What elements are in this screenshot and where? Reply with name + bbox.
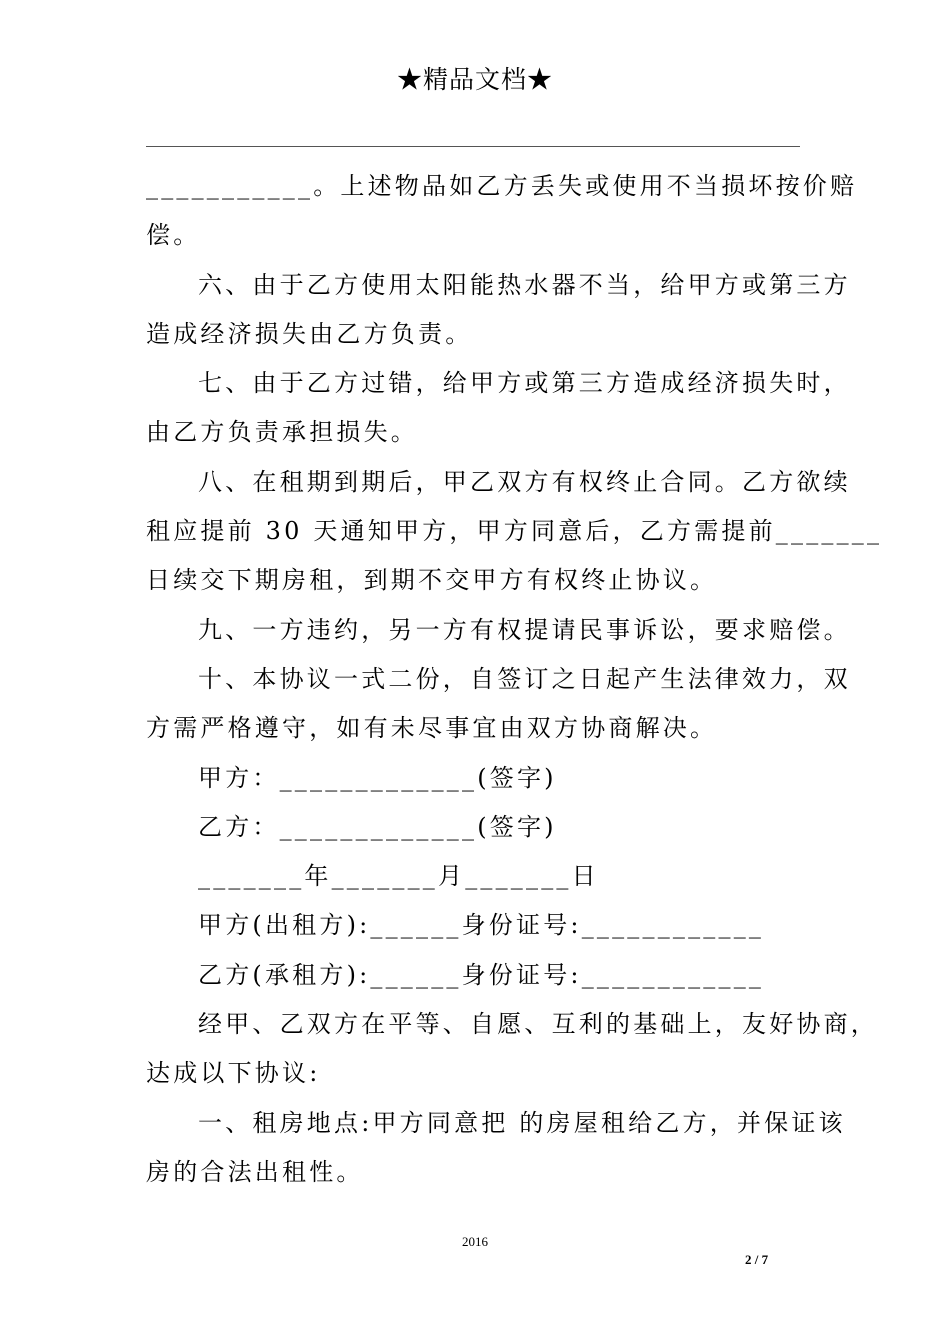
paragraph-line: 由乙方负责承担损失。 <box>146 418 418 447</box>
paragraph-line: 十、本协议一式二份，自签订之日起产生法律效力，双 <box>198 664 851 693</box>
paragraph-line: 房的合法出租性。 <box>146 1157 364 1186</box>
header-divider <box>146 146 800 147</box>
paragraph-line: 偿。 <box>146 221 201 250</box>
paragraph-line: 达成以下协议: <box>146 1059 321 1088</box>
paragraph-line: 租应提前 30 天通知甲方，甲方同意后，乙方需提前_______ <box>146 517 883 546</box>
paragraph-line: 造成经济损失由乙方负责。 <box>146 319 473 348</box>
page-number: 2 / 7 <box>745 1252 769 1267</box>
paragraph-line: ___________。上述物品如乙方丢失或使用不当损坏按价赔 <box>146 172 858 200</box>
paragraph-line: 七、由于乙方过错，给甲方或第三方造成经济损失时， <box>198 369 851 398</box>
signature-line-party-b: 乙方：_____________(签字) <box>198 812 557 841</box>
document-body <box>146 162 883 1197</box>
landlord-id-line: 甲方(出租方):______身份证号:____________ <box>198 911 765 940</box>
paragraph-line: 经甲、乙双方在平等、自愿、互利的基础上，友好协商， <box>198 1010 878 1039</box>
date-line: _______年_______月_______日 <box>198 862 599 891</box>
footer-year: 2016 <box>462 1234 488 1249</box>
paragraph-line: 八、在租期到期后，甲乙双方有权终止合同。乙方欲续 <box>198 467 851 496</box>
tenant-id-line: 乙方(承租方):______身份证号:____________ <box>198 960 765 989</box>
paragraph-line: 六、由于乙方使用太阳能热水器不当，给甲方或第三方 <box>198 270 851 299</box>
paragraph-line: 方需严格遵守，如有未尽事宜由双方协商解决。 <box>146 714 718 743</box>
paragraph-line: 日续交下期房租，到期不交甲方有权终止协议。 <box>146 566 718 595</box>
paragraph-line: 一、租房地点:甲方同意把 的房屋租给乙方，并保证该 <box>198 1108 846 1137</box>
paragraph-line: 九、一方违约，另一方有权提请民事诉讼，要求赔偿。 <box>198 615 851 644</box>
signature-line-party-a: 甲方：_____________(签字) <box>198 763 557 792</box>
page-header-title: ★精品文档★ <box>396 65 553 94</box>
